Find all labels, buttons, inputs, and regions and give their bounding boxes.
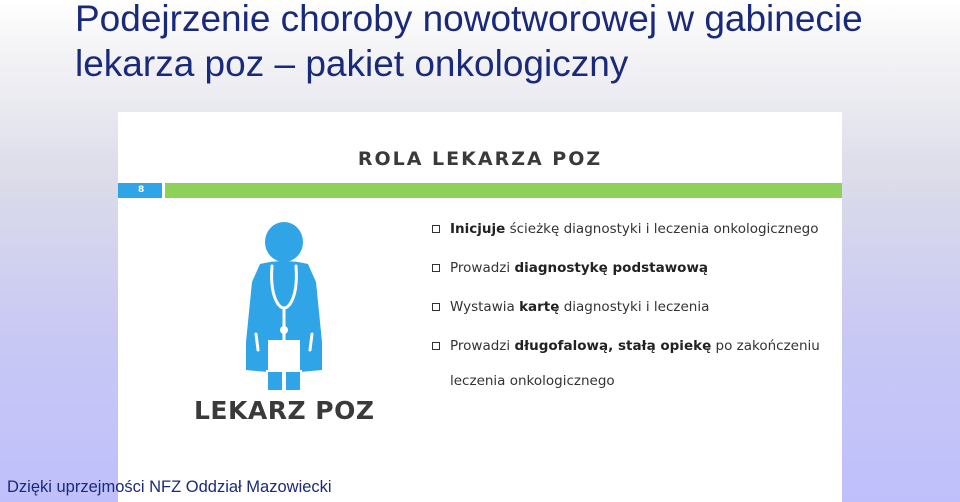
list-item — [430, 290, 830, 325]
bullet-text: Wystawia — [450, 299, 520, 315]
square-bullet-icon — [432, 303, 440, 311]
square-bullet-icon — [432, 225, 440, 233]
bullet-text: po zakończeniu leczenia onkologicznego — [450, 338, 820, 389]
bullet-text: Prowadzi — [450, 338, 515, 354]
bullet-text: Prowadzi — [450, 260, 515, 276]
page-title: Podejrzenie choroby nowotworowej w gabinecie lekarza poz – pakiet onkologiczny — [75, 0, 863, 84]
embedded-slide — [118, 112, 842, 502]
bullet-bold-text: diagnostykę podstawową — [514, 260, 709, 276]
accent-bar — [165, 183, 842, 198]
doctor-label: LEKARZ POZ — [194, 396, 375, 425]
bullet-bold-text: długofalową, stałą opiekę — [514, 338, 712, 354]
list-item — [430, 329, 830, 399]
bullet-bold-text: Inicjuje — [450, 221, 506, 237]
credit-note: Dzięki uprzejmości NFZ Oddział Mazowiecki — [7, 478, 332, 496]
slide-number: 8 — [138, 185, 145, 195]
square-bullet-icon — [432, 342, 440, 350]
role-list — [430, 212, 830, 399]
slide-heading: ROLA LEKARZA POZ — [357, 148, 603, 170]
slide-number-bar — [118, 183, 162, 198]
square-bullet-icon — [432, 264, 440, 272]
bullet-bold-text: kartę — [519, 299, 560, 315]
list-item — [430, 251, 830, 286]
bullet-text: diagnostyki i leczenia — [559, 299, 710, 315]
bullet-text: ścieżkę diagnostyki i leczenia onkologicznego — [505, 221, 819, 237]
list-item — [430, 212, 830, 247]
doctor-icon — [238, 222, 328, 394]
